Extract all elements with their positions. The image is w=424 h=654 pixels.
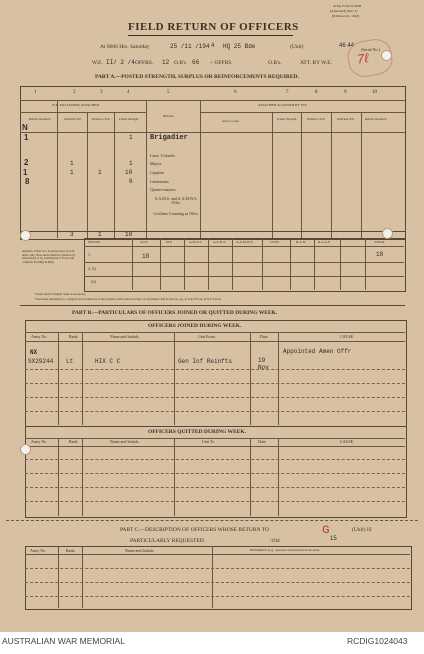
quitted-header-name: Name and Initials. xyxy=(110,439,140,444)
joined-unit-from: Gen Inf Reinfts xyxy=(178,358,233,365)
quitted-header-cause: CAUSE. xyxy=(340,439,355,444)
analysis-header-aamws: A.A.M.W.S. xyxy=(236,240,254,244)
col-line xyxy=(301,112,302,238)
footer-right-caption: RCDIG1024043 xyxy=(347,636,408,646)
col-line xyxy=(87,112,88,238)
majors-posted-strength: 1 xyxy=(129,160,133,167)
return-date: 25 /11 /194 xyxy=(170,43,210,50)
form-note-1: (Amended) (Part 1) xyxy=(330,9,358,13)
detail-majors: Majors xyxy=(150,161,162,166)
col-line xyxy=(361,112,362,238)
col-number-8: 8 xyxy=(315,90,318,95)
analysis-header-ran: R.A.N. xyxy=(296,240,307,244)
analysis-col-line xyxy=(365,238,366,290)
analysis-col-line xyxy=(314,238,315,290)
col-header-arm-corps: Arm or Corps. xyxy=(222,119,240,123)
red-handwritten-mark: ɢ xyxy=(322,520,330,536)
we-value: II/ 2 /4 xyxy=(106,59,135,66)
part-c-header-name: Name and Initials. xyxy=(125,548,155,553)
part-c-requested-handwritten: 15 xyxy=(330,536,337,542)
footer-left-caption: AUSTRALIAN WAR MEMORIAL xyxy=(2,636,125,646)
offrs-label: OFFRS. xyxy=(135,60,154,66)
total-deficient: 3 xyxy=(70,231,74,238)
detail-quarter-masters: Quarter-masters xyxy=(150,187,176,192)
captains-surplus: 1 xyxy=(98,169,102,176)
analysis-col-line xyxy=(232,238,233,290)
part-c-header-rank: Rank. xyxy=(66,548,76,553)
col-number-4: 4 xyxy=(127,90,130,95)
joined-header-cause: CAUSE. xyxy=(340,334,355,339)
col-header-posted-strength: Posted Strength. xyxy=(119,117,139,121)
quitted-header-unit-to: Unit To. xyxy=(202,439,216,444)
offrs-value: 12 xyxy=(162,59,170,66)
serial-label: (Serial No.) xyxy=(361,47,380,52)
part-a-table xyxy=(20,86,406,240)
part-c-row-line xyxy=(25,582,410,583)
joined-army-no: SX29244 xyxy=(28,358,54,365)
handwritten-reinfts-2: 1 xyxy=(24,133,29,142)
quitted-row-line xyxy=(25,459,405,460)
form-note-2: (Edition Oct. 1943) xyxy=(332,14,360,18)
quitted-row-line xyxy=(25,473,405,474)
we-excluding-attached-label: W.E. EXCLUDING ATTACHED. xyxy=(52,103,100,107)
detail-civilians: Civilians Counting as Offrs. xyxy=(153,211,199,216)
part-c-col-line xyxy=(58,546,59,608)
at-hours-label: At 0600 Hrs. Saturday xyxy=(100,44,150,50)
joined-row-line xyxy=(25,411,405,412)
col-header-deficient-we: Deficient W.E. xyxy=(64,117,82,121)
unit-label: (Unit) xyxy=(290,44,304,50)
quitted-col-line xyxy=(174,438,175,516)
col-number-7: 7 xyxy=(286,90,289,95)
analysis-note: Analysis of Part A to be shown here by ALL units, only, those units entitled to them in by instructions or by constitution of Force will complete Part B(i) & B(ii). xyxy=(22,249,76,264)
punch-hole xyxy=(381,50,392,61)
attached-allowed-label: ATTACHED ALLOWED BY W.E. xyxy=(258,103,308,107)
analysis-col-line xyxy=(262,238,263,290)
header-divider-3 xyxy=(20,132,405,133)
joined-header-rank: Rank. xyxy=(69,334,79,339)
part-c-col-line xyxy=(82,546,83,608)
analysis-header-civil: CIVIL. xyxy=(270,240,281,244)
quitted-col-line xyxy=(82,438,83,516)
joined-army-no-prefix: NX xyxy=(30,349,38,356)
col-header-att-surplus: Surplus to W.E. xyxy=(306,117,326,121)
analysis-col-line xyxy=(184,238,185,290)
serial-number: 46 44 xyxy=(339,43,355,49)
total-surplus: 1 xyxy=(98,231,102,238)
part-c-title: PART C.—DESCRIPTION OF OFFICERS WHOSE RETURN TO xyxy=(120,527,269,533)
footnote-1: * Insert detail of higher ranks as necessary. xyxy=(34,292,86,296)
handwritten-red-annotation: 7ℓ xyxy=(356,50,370,67)
ors-value: 66 xyxy=(192,59,200,66)
joined-cause: Appointed Amen Offr xyxy=(283,348,352,355)
detail-captains: Captains xyxy=(150,170,164,175)
we-label: W.E. xyxy=(92,60,103,66)
totals-divider xyxy=(20,231,405,232)
handwritten-reinfts-3: 2 xyxy=(24,158,29,167)
joined-header-unit-from: Unit From. xyxy=(198,334,216,339)
joined-title: OFFICERS JOINED DURING WEEK. xyxy=(148,323,242,329)
brigadier-posted-strength: 1 xyxy=(129,134,133,141)
col-number-1: 1 xyxy=(34,90,37,95)
punch-hole xyxy=(382,228,393,239)
quitted-header-date: Date. xyxy=(258,439,267,444)
plus-offrs-label: + OFFRS. xyxy=(210,60,233,66)
quitted-title: OFFICERS QUITTED DURING WEEK. xyxy=(148,429,246,435)
att-by-we-label: ATT. BY W.E. xyxy=(300,60,332,66)
col-line xyxy=(114,112,115,238)
quitted-col-line xyxy=(278,438,279,516)
col-line xyxy=(331,112,332,238)
quitted-col-line xyxy=(250,438,251,516)
part-c-requested-date: /194 xyxy=(270,538,280,544)
analysis-header-mf: M.F. xyxy=(166,240,173,244)
joined-row-line xyxy=(25,369,405,370)
analysis-aif-value: 18 xyxy=(142,253,150,260)
analysis-row-2i: 2. (i) xyxy=(88,266,96,271)
return-date-year-handwritten: 4 xyxy=(211,43,215,49)
col-header-reinfts-required: Reinfts. Required. xyxy=(29,117,51,121)
col-header-att-reinfts: Reinfts. Required. xyxy=(365,117,387,121)
analysis-col-line xyxy=(160,238,161,290)
col-number-10: 10 xyxy=(372,90,377,95)
analysis-header-raaf: R.A.A.F. xyxy=(318,240,331,244)
joined-name: HIX C C xyxy=(95,358,121,365)
part-c-unit-is: (Unit) IS xyxy=(352,527,372,533)
joined-header-army-no: Army No. xyxy=(31,334,48,339)
quitted-header-army-no: Army No. xyxy=(31,439,48,444)
col-number-3: 3 xyxy=(100,90,103,95)
form-title: FIELD RETURN OF OFFICERS xyxy=(128,21,299,33)
joined-row-line xyxy=(25,383,405,384)
part-b-top-rule xyxy=(20,305,405,306)
analysis-col-line xyxy=(290,238,291,290)
detail-brigadier: Brigadier xyxy=(150,134,188,142)
col-line xyxy=(57,100,58,238)
part-c-row-line xyxy=(25,596,410,597)
analysis-row-1: 1. xyxy=(88,252,91,257)
quitted-header-rank: Rank. xyxy=(69,439,79,444)
analysis-header-total: TOTAL xyxy=(374,240,386,244)
detail-lieutenants: Lieutenants xyxy=(150,179,169,184)
col-header-detail: DETAIL. xyxy=(163,114,175,118)
col-header-att-deficient: Deficient W.E. xyxy=(337,117,355,121)
majors-deficient: 1 xyxy=(70,160,74,167)
part-c-table xyxy=(25,546,412,610)
analysis-col-line xyxy=(132,238,133,290)
col-line xyxy=(146,100,147,238)
captains-posted-strength: 10 xyxy=(125,169,133,176)
col-header-surplus-we: Surplus to W.E. xyxy=(91,117,111,121)
total-posted-strength: 18 xyxy=(125,231,133,238)
part-c-requested: PARTICULARLY REQUESTED. xyxy=(130,538,206,544)
analysis-total-value: 18 xyxy=(376,251,384,258)
col-number-9: 9 xyxy=(344,90,347,95)
unit-name: HQ 25 Bde xyxy=(223,43,256,50)
army-form-number: Army Form W.3008 xyxy=(333,4,362,8)
ors-label-1: O.R's xyxy=(174,60,187,66)
quitted-row-line xyxy=(25,487,405,488)
analysis-header-detail: DETAIL. xyxy=(88,240,102,244)
col-number-5: 5 xyxy=(167,90,170,95)
analysis-header-aans: A.A.N.S. xyxy=(213,240,227,244)
analysis-row-2ii: (ii) xyxy=(91,279,96,284)
analysis-header-aif: A.I.F. xyxy=(140,240,148,244)
title-underline xyxy=(128,35,293,36)
punch-hole xyxy=(20,444,31,455)
col-number-2: 2 xyxy=(73,90,76,95)
quitted-row-line xyxy=(25,501,405,502)
part-c-col-line xyxy=(212,546,213,608)
joined-row-line xyxy=(25,397,405,398)
col-header-att-posted-strength: Posted Strength. xyxy=(277,117,297,121)
joined-header-date: Date. xyxy=(260,334,269,339)
joined-rank: Lt xyxy=(66,358,74,365)
header-divider-2a xyxy=(20,112,146,113)
part-c-header-army-no: Army No. xyxy=(30,548,47,553)
ors-label-2: O.R's. xyxy=(268,60,282,66)
detail-aams-offrs: A.A.M.S. and A.A.M.W.S. Offrs. xyxy=(154,196,198,205)
analysis-col-line xyxy=(208,238,209,290)
footnote-2: * Personnel belonging to a category not provided for in the analysis will be shown in this col. Particulars will be shown, e.g., in U.K. Forces, in N.Z. Forces xyxy=(34,297,222,301)
quitted-col-line xyxy=(58,438,59,516)
lieutenants-posted-strength: 6 xyxy=(129,178,133,185)
col-line xyxy=(200,100,201,238)
col-line xyxy=(272,112,273,238)
captains-deficient: 1 xyxy=(70,169,74,176)
handwritten-reinfts-1: N xyxy=(22,123,28,132)
handwritten-reinfts-4: 1 xyxy=(23,168,28,177)
analysis-col-line xyxy=(340,238,341,290)
joined-header-name: Name and Initials. xyxy=(110,334,140,339)
analysis-header-awas: A.W.A.S. xyxy=(189,240,203,244)
joined-date: 19 Nov xyxy=(258,357,269,372)
part-b-title: PART B.—PARTICULARS OF OFFICERS JOINED OR QUITTED DURING WEEK. xyxy=(72,310,278,316)
part-c-separator xyxy=(6,520,418,521)
punch-hole xyxy=(20,230,31,241)
handwritten-reinfts-5: 8 xyxy=(25,177,30,186)
detail-lieut-colonels: Lieut.-Colonels xyxy=(150,153,175,158)
part-c-header-remarks: REMARKS (e.g., present whereabouts if known). xyxy=(250,548,320,552)
col-number-6: 6 xyxy=(234,90,237,95)
header-divider-2b xyxy=(200,112,405,113)
header-divider-1 xyxy=(20,100,405,101)
part-c-row-line xyxy=(25,568,410,569)
part-a-title: PART A.—POSTED STRENGTH, SURPLUS OR REINFORCEMENTS REQUIRED. xyxy=(95,74,299,80)
